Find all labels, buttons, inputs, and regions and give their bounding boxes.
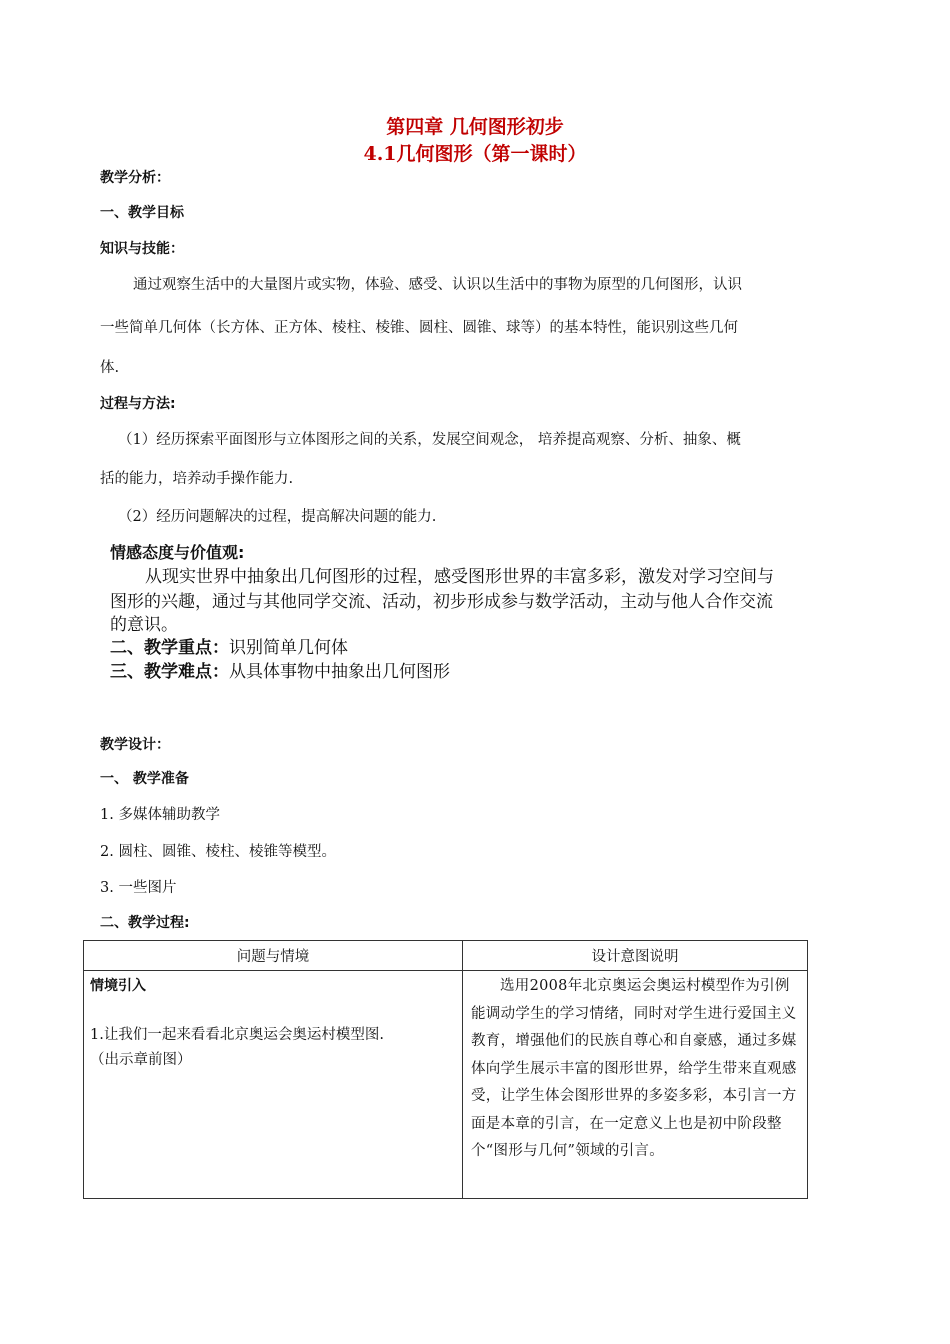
prep-item: 3. 一些图片	[100, 880, 177, 896]
intent-cell	[463, 971, 808, 1199]
goals-heading: 一、教学目标	[100, 205, 184, 221]
knowledge-heading: 知识与技能：	[100, 241, 184, 257]
focus-text: 识别简单几何体	[229, 638, 348, 658]
header-problem-situation: 问题与情境	[84, 941, 463, 971]
situation-title: 情境引入	[90, 978, 146, 994]
intent-text: 选用2008年北京奥运会奥运村模型作为引例能调动学生的学习情绪，同时对学生进行爱国主义教育，增强他们的民族自尊心和自豪感，通过多媒体向学生展示丰富的图形世界，给学生带来直观感受，让学生体会图形世界的多姿多彩，本引言一方面是本章的引言，在一定意义上也是初中阶段整个“图形与几何”领域的引言。	[471, 978, 797, 1159]
chapter-title: 第四章 几何图形初步	[386, 116, 564, 138]
design-heading: 教学设计：	[100, 737, 170, 753]
process-line: （2）经历问题解决的过程，提高解决问题的能力.	[118, 509, 437, 525]
process-line: （1）经历探索平面图形与立体图形之间的关系，发展空间观念， 培养提高观察、分析、抽象、概	[118, 432, 741, 448]
knowledge-line: 体.	[100, 360, 120, 376]
process-method-heading: 过程与方法:	[100, 396, 176, 412]
process-line: 括的能力，培养动手操作能力.	[100, 471, 294, 487]
teaching-difficulty	[110, 657, 450, 682]
attitude-line: 图形的兴趣，通过与其他同学交流、活动，初步形成参与数学活动，主动与他人合作交流	[110, 592, 773, 612]
situation-note: （出示章前图）	[90, 1052, 192, 1068]
prep-heading: 一、 教学准备	[100, 771, 189, 787]
table-header-row	[84, 941, 808, 971]
situation-cell	[84, 971, 463, 1199]
lesson-title: 4.1几何图形（第一课时）	[363, 143, 587, 165]
teaching-process-table	[83, 940, 808, 1199]
table-row	[84, 971, 808, 1199]
focus-label: 二、教学重点：	[110, 638, 229, 658]
prep-item: 2. 圆柱、圆锥、棱柱、棱锥等模型。	[100, 844, 336, 860]
situation-item: 1.让我们一起来看看北京奥运会奥运村模型图.	[90, 1027, 384, 1043]
attitude-line: 从现实世界中抽象出几何图形的过程，感受图形世界的丰富多彩，激发对学习空间与	[145, 567, 774, 587]
header-design-intent: 设计意图说明	[463, 941, 808, 971]
prep-item: 1. 多媒体辅助教学	[100, 807, 220, 823]
difficulty-label: 三、教学难点：	[110, 662, 229, 682]
knowledge-line: 一些简单几何体（长方体、正方体、棱柱、棱锥、圆柱、圆锥、球等）的基本特性，能识别这些几何	[100, 320, 738, 336]
knowledge-line: 通过观察生活中的大量图片或实物，体验、感受、认识以生活中的事物为原型的几何图形，认识	[133, 277, 742, 293]
teaching-process-heading: 二、教学过程:	[100, 915, 190, 931]
analysis-heading: 教学分析：	[100, 170, 170, 186]
attitude-line: 的意识。	[110, 615, 178, 635]
attitude-heading: 情感态度与价值观:	[110, 543, 245, 562]
teaching-focus	[110, 633, 348, 658]
difficulty-text: 从具体事物中抽象出几何图形	[229, 662, 450, 682]
